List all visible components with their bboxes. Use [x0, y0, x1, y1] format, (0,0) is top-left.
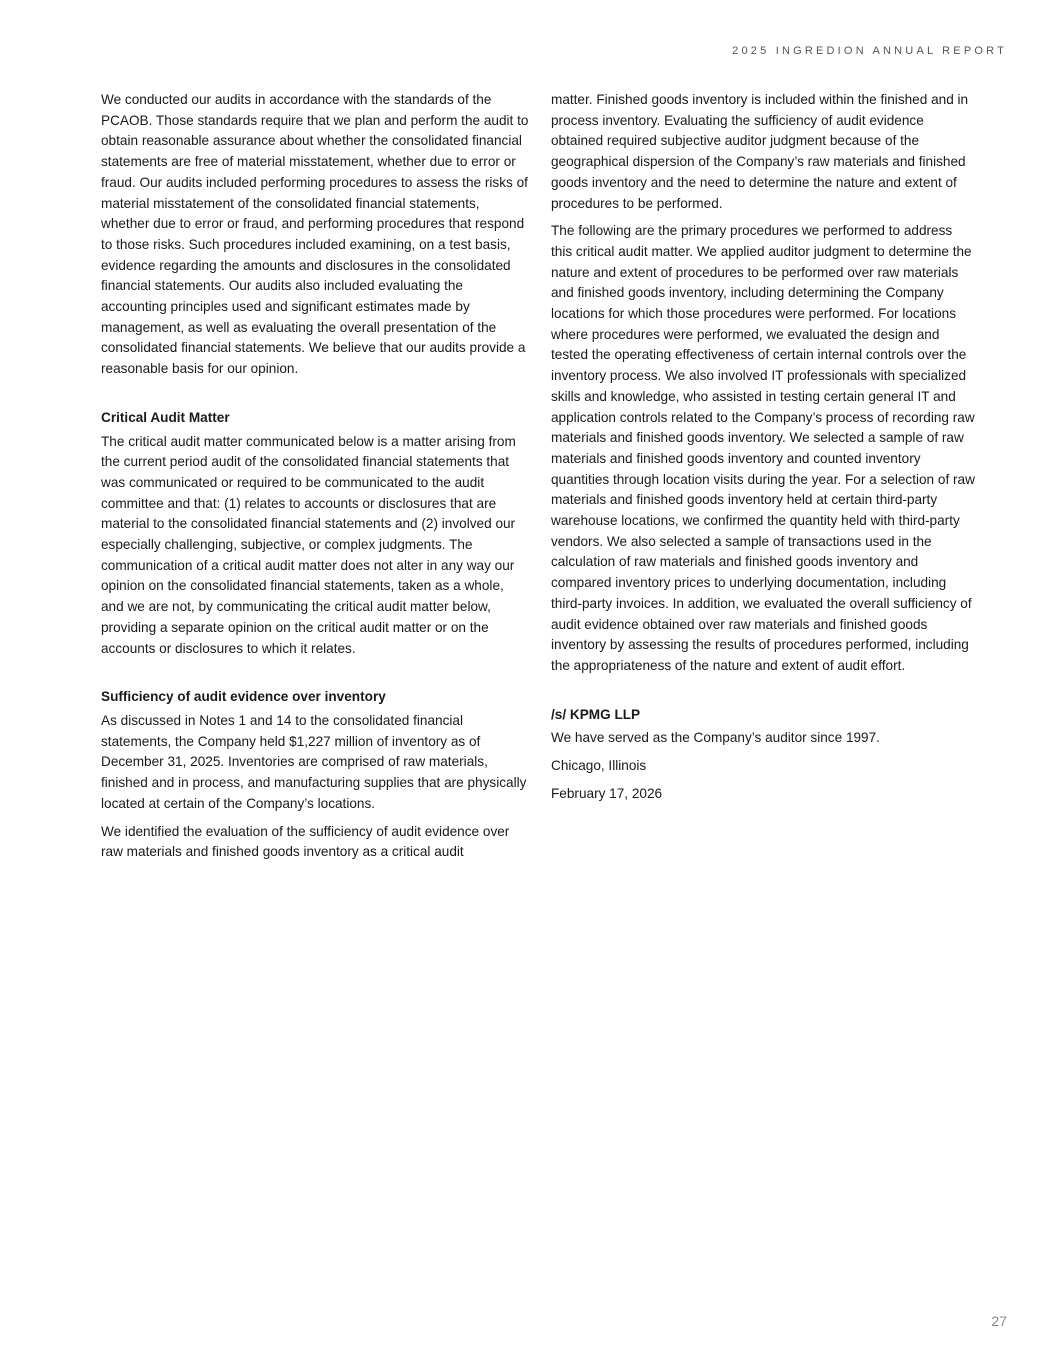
running-header-title: 2025 INGREDION ANNUAL REPORT [732, 45, 1007, 57]
signature-date: February 17, 2026 [551, 785, 663, 801]
signature-location: Chicago, Illinois [551, 758, 647, 774]
critical-audit-matter-heading: Critical Audit Matter [101, 409, 230, 425]
audit-standards-paragraph: We conducted our audits in accordance with the standards of the PCAOB. Those standards require that we plan and perform the audit to obtain reasonable assurance about whether the consolidated financial statements are free of material misstatement, whether due to error or fraud. Our audits included performing procedures to assess the risks of material misstatement of the consolidated financial statements, whether due to error or fraud, and performing procedures that respond to those risks. Such procedures included examining, on a test basis, evidence regarding the amounts and disclosures in the consolidated financial statements. Our audits also included evaluating the accounting principles used and significant estimates made by management, as well as evaluating the overall presentation of the consolidated financial statements. We believe that our audits provide a reasonable basis for our opinion. [101, 92, 529, 377]
auditor-since-text: We have served as the Company’s auditor since 1997. [551, 730, 880, 746]
primary-procedures-paragraph: The following are the primary procedures we performed to address this critical audit matter. We applied auditor judgment to determine the nature and extent of procedures to be performed over raw materials and finished goods inventory, including determining the Company locations for which those procedures were performed. For locations where procedures were performed, we evaluated the design and tested the operating effectiveness of certain internal controls over the inventory process. We also involved IT professionals with specialized skills and knowledge, who assisted in testing certain general IT and application controls related to the Company’s process of recording raw materials and finished goods inventory. We selected a sample of raw materials and finished goods inventory and counted inventory quantities through location visits during the year. For a selection of raw materials and finished goods inventory held at certain third-party warehouse locations, we confirmed the quantity held with third-party vendors. We also selected a sample of transactions used in the calculation of raw materials and finished goods inventory and compared inventory prices to underlying documentation, including third-party invoices. In addition, we evaluated the overall sufficiency of audit evidence obtained over raw materials and finished goods inventory by assessing the results of procedures performed, including the appropriateness of the nature and extent of audit effort. [551, 223, 975, 673]
left-column [101, 90, 530, 870]
page-number: 27 [991, 1313, 1007, 1329]
inventory-notes-paragraph: As discussed in Notes 1 and 14 to the consolidated financial statements, the Company held $1,227 million of inventory as of December 31, 2025. Inventories are comprised of raw materials, finished and in process, and manufacturing supplies that are physically located at certain of the Company’s locations. [101, 712, 527, 811]
critical-audit-matter-paragraph: The critical audit matter communicated below is a matter arising from the current period audit of the consolidated financial statements that was communicated or required to be communicated to the audit committee and that: (1) relates to accounts or disclosures that are material to the consolidated financial statements and (2) involved our especially challenging, subjective, or complex judgments. The communication of a critical audit matter does not alter in any way our opinion on the consolidated financial statements, taken as a whole, and we are not, by communicating the critical audit matter below, providing a separate opinion on the critical audit matter or on the accounts or disclosures to which it relates. [101, 433, 516, 656]
identified-cam-paragraph: We identified the evaluation of the sufficiency of audit evidence over raw materials and finished goods inventory as a critical audit [101, 823, 510, 860]
sufficiency-heading: Sufficiency of audit evidence over inventory [101, 689, 386, 705]
cam-continuation-paragraph: matter. Finished goods inventory is included within the finished and in process inventory. Evaluating the sufficiency of audit evidence obtained required subjective auditor judgment because of the geographical dispersion of the Company’s raw materials and finished goods inventory and the need to determine the nature and extent of procedures to be performed. [551, 92, 969, 211]
auditor-signature: /s/ KPMG LLP [551, 706, 641, 722]
right-column [551, 90, 977, 812]
